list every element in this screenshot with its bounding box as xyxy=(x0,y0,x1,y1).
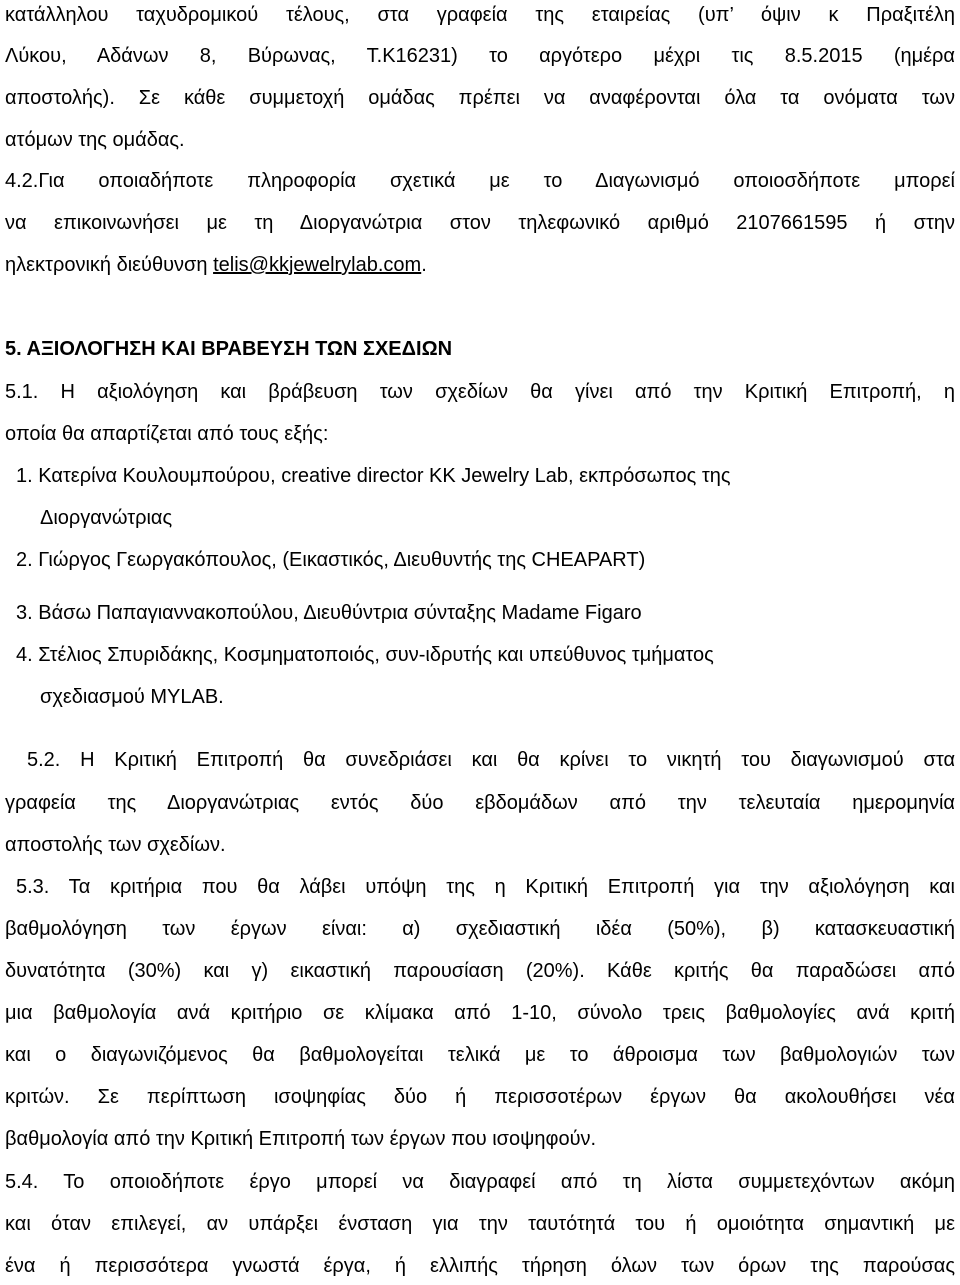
p42-line-2: να επικοινωνήσει με τη Διοργανώτρια στον τηλεφωνικό αριθμό 2107661595 ή στην xyxy=(5,212,955,234)
s4-text-line-4: ατόμων της ομάδας. xyxy=(5,129,185,151)
jury-member-3: 3. Βάσω Παπαγιαννακοπούλου, Διευθύντρια σύνταξης Madame Figaro xyxy=(16,602,642,624)
p42-line-3-suffix: . xyxy=(421,254,427,276)
jury-member-1-line-2: Διοργανώτριας xyxy=(40,507,173,529)
p42-line-3 xyxy=(5,253,427,277)
p53-line-3: δυνατότητα (30%) και γ) εικαστική παρουσίαση (20%). Κάθε κριτής θα παραδώσει από xyxy=(5,960,955,982)
p42-line-1: 4.2.Για οποιαδήποτε πληροφορία σχετικά με το Διαγωνισμό οποιοσδήποτε μπορεί xyxy=(5,170,955,192)
p54-line-3: ένα ή περισσότερα γνωστά έργα, ή ελλιπής τήρηση όλων των όρων της παρούσας xyxy=(5,1255,955,1277)
p52-line-2: γραφεία της Διοργανώτριας εντός δύο εβδομάδων από την τελευταία ημερομηνία xyxy=(5,792,955,814)
p53-line-5: και ο διαγωνιζόμενος θα βαθμολογείται τελικά με το άθροισμα των βαθμολογιών των xyxy=(5,1044,955,1066)
email-link[interactable]: telis@kkjewelrylab.com xyxy=(213,254,422,276)
jury-member-1-line-1: 1. Κατερίνα Κουλουμπούρου, creative director KK Jewelry Lab, εκπρόσωπος της xyxy=(16,465,731,487)
p54-line-2: και όταν επιλεγεί, αν υπάρξει ένσταση για την ταυτότητά του ή ομοιότητα σημαντική με xyxy=(5,1213,955,1235)
p52-line-3: αποστολής των σχεδίων. xyxy=(5,834,226,856)
s4-text-line-2: Λύκου, Αδάνων 8, Βύρωνας, Τ.Κ16231) το αργότερο μέχρι τις 8.5.2015 (ημέρα xyxy=(5,45,955,67)
jury-member-4-line-1: 4. Στέλιος Σπυριδάκης, Κοσμηματοποιός, συν-ιδρυτής και υπεύθυνος τμήματος xyxy=(16,644,714,666)
p53-line-2: βαθμολόγηση των έργων είναι: α) σχεδιαστική ιδέα (50%), β) κατασκευαστική xyxy=(5,918,955,940)
section-5-heading: 5. ΑΞΙΟΛΟΓΗΣΗ ΚΑΙ ΒΡΑΒΕΥΣΗ ΤΩΝ ΣΧΕΔΙΩΝ xyxy=(5,338,453,360)
p53-line-1: 5.3. Τα κριτήρια που θα λάβει υπόψη της η Κριτική Επιτροπή για την αξιολόγηση και xyxy=(16,876,955,898)
p51-line-1: 5.1. Η αξιολόγηση και βράβευση των σχεδίων θα γίνει από την Κριτική Επιτροπή, η xyxy=(5,381,955,403)
jury-member-4-line-2: σχεδιασμού MYLAB. xyxy=(40,686,224,708)
jury-member-2: 2. Γιώργος Γεωργακόπουλος, (Εικαστικός, Διευθυντής της CHEAPART) xyxy=(16,549,646,571)
p54-line-1: 5.4. Το οποιοδήποτε έργο μπορεί να διαγραφεί από τη λίστα συμμετεχόντων ακόμη xyxy=(5,1171,955,1193)
p52-line-1: 5.2. Η Κριτική Επιτροπή θα συνεδριάσει και θα κρίνει το νικητή του διαγωνισμού στα xyxy=(27,749,955,771)
p51-line-2: οποία θα απαρτίζεται από τους εξής: xyxy=(5,423,329,445)
p42-line-3-prefix: ηλεκτρονική διεύθυνση xyxy=(5,254,214,276)
p53-line-6: κριτών. Σε περίπτωση ισοψηφίας δύο ή περισσοτέρων έργων θα ακολουθήσει νέα xyxy=(5,1086,955,1108)
s4-text-line-3: αποστολής). Σε κάθε συμμετοχή ομάδας πρέπει να αναφέρονται όλα τα ονόματα των xyxy=(5,87,955,109)
p53-line-7: βαθμολογία από την Κριτική Επιτροπή των έργων που ισοψηφούν. xyxy=(5,1128,597,1150)
p53-line-4: μια βαθμολογία ανά κριτήριο σε κλίμακα από 1-10, σύνολο τρεις βαθμολογίες ανά κριτή xyxy=(5,1002,955,1024)
s4-text-line-1: κατάλληλου ταχυδρομικού τέλους, στα γραφεία της εταιρείας (υπ’ όψιν κ Πραξιτέλη xyxy=(5,4,955,26)
